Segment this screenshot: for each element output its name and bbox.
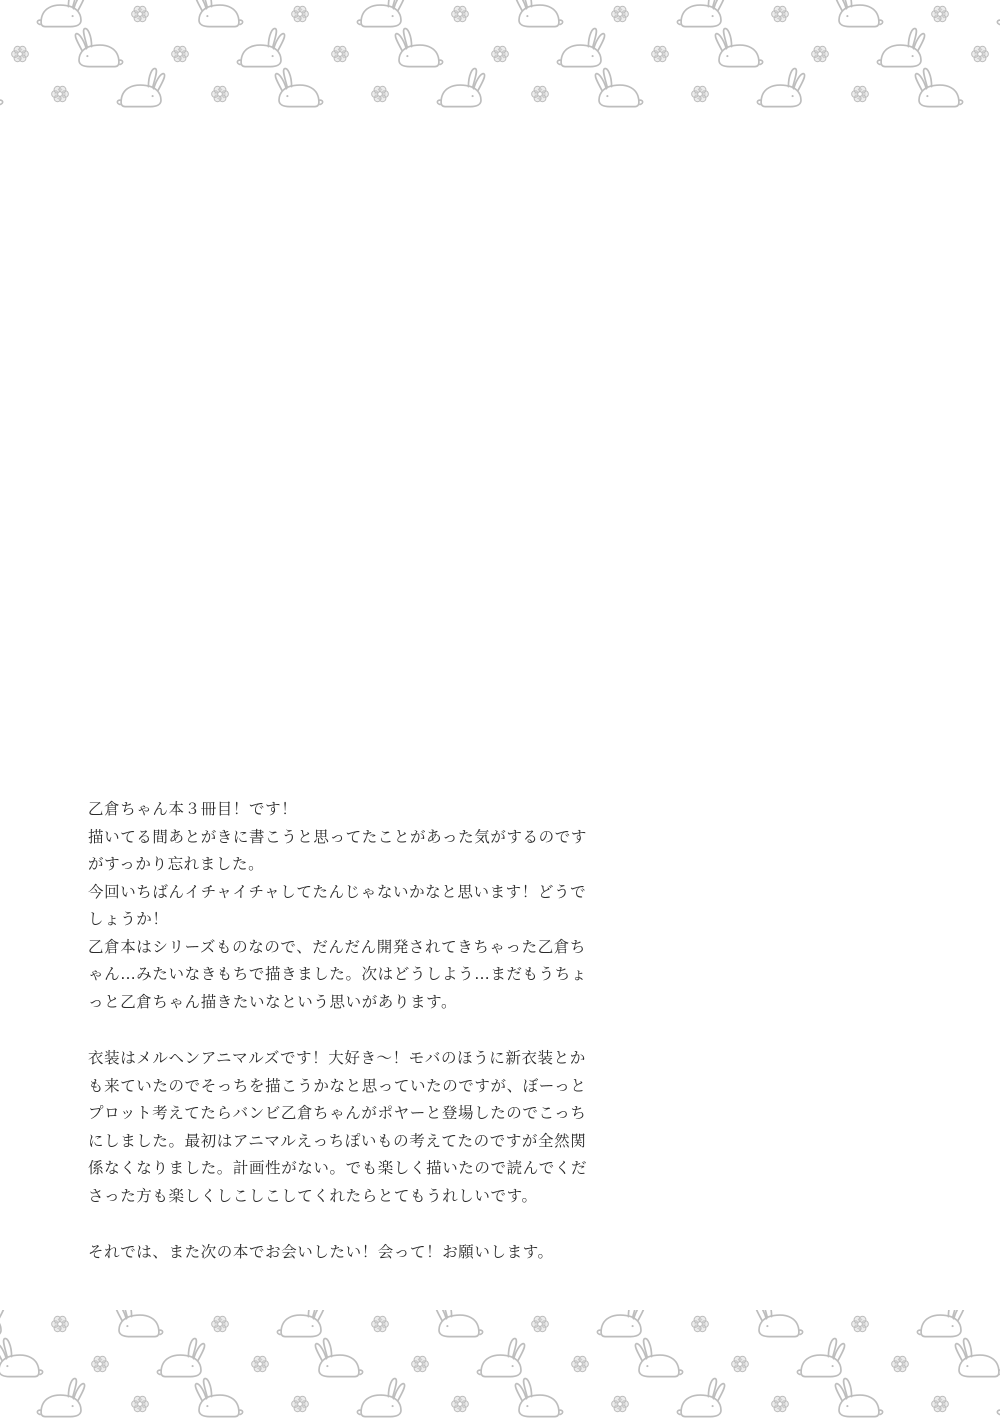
snowflake-icon [612, 1396, 629, 1411]
afterword-line: っと乙倉ちゃん描きたいなという思いがあります。 [88, 992, 458, 1011]
snowflake-icon [332, 46, 349, 61]
rabbit-icon [115, 1310, 162, 1337]
rabbit-icon [117, 68, 164, 106]
afterword-paragraph-3 [88, 1239, 648, 1267]
snowflake-icon [812, 46, 829, 61]
snowflake-icon [132, 6, 149, 21]
snowflake-icon [572, 1356, 589, 1371]
rabbit-icon [515, 0, 562, 27]
rabbit-icon [315, 1338, 362, 1376]
rabbit-icon [755, 1310, 802, 1337]
rabbit-icon [635, 1338, 682, 1376]
snowflake-icon [932, 1396, 949, 1411]
rabbit-icon [357, 0, 404, 27]
rabbit-icon [195, 1378, 242, 1416]
rabbit-icon [0, 68, 3, 106]
rabbit-icon [357, 1378, 404, 1416]
rabbit-icon [917, 1310, 964, 1337]
snowflake-icon [252, 1356, 269, 1371]
afterword-line: も来ていたのでそっちを描こうかなと思っていたのですが、ぼーっと [88, 1076, 587, 1095]
rabbit-icon [395, 28, 442, 66]
snowflake-icon [652, 46, 669, 61]
afterword-line: がすっかり忘れました。 [88, 855, 265, 873]
rabbit-icon [477, 1338, 524, 1376]
top-border-pattern-svg [0, 0, 1000, 110]
afterword-line: 今回いちばんイチャイチャしてたんじゃないかなと思います！どうで [88, 882, 587, 901]
rabbit-icon [915, 68, 962, 106]
rabbit-icon [597, 1310, 644, 1337]
rabbit-icon [677, 1378, 724, 1416]
rabbit-icon [955, 1338, 1000, 1376]
snowflake-icon [692, 86, 709, 101]
snowflake-icon [172, 46, 189, 61]
snowflake-icon [52, 1316, 69, 1331]
afterword-line: 乙倉ちゃん本３冊目！です！ [88, 800, 298, 818]
afterword-line: 描いてる間あとがきに書こうと思ってたことがあった気がするのです [88, 827, 587, 846]
rabbit-icon [277, 1310, 324, 1337]
rabbit-icon [37, 0, 84, 27]
snowflake-icon [972, 46, 989, 61]
top-border-pattern [0, 0, 1000, 110]
rabbit-icon [757, 68, 804, 106]
snowflake-icon [772, 1396, 789, 1411]
snowflake-icon [852, 86, 869, 101]
snowflake-icon [532, 86, 549, 101]
afterword-line: ゃん…みたいなきもちで描きました。次はどうしよう…まだもうちょ [88, 965, 587, 983]
afterword-paragraph-2 [88, 1045, 648, 1210]
snowflake-icon [732, 1356, 749, 1371]
snowflake-icon [212, 86, 229, 101]
rabbit-icon [797, 1338, 844, 1376]
rabbit-icon [275, 68, 322, 106]
afterword-line: 乙倉本はシリーズものなので、だんだん開発されてきちゃった乙倉ち [88, 937, 587, 956]
rabbit-icon [557, 28, 604, 66]
snowflake-icon [372, 86, 389, 101]
rabbit-icon [437, 68, 484, 106]
afterword-line: にしました。最初はアニマルえっちぽいもの考えてたのですが全然関 [88, 1131, 587, 1150]
snowflake-icon [612, 6, 629, 21]
snowflake-icon [932, 6, 949, 21]
snowflake-icon [132, 1396, 149, 1411]
rabbit-icon [715, 28, 762, 66]
rabbit-icon [237, 28, 284, 66]
snowflake-icon [892, 1356, 909, 1371]
afterword-line: 衣装はメルヘンアニマルズです！大好き〜！モバのほうに新衣装とか [88, 1049, 586, 1067]
afterword-paragraph-1 [88, 796, 648, 1016]
snowflake-icon [532, 1316, 549, 1331]
bottom-border-pattern [0, 1310, 1000, 1420]
rabbit-icon [835, 1378, 882, 1416]
rabbit-icon [0, 1338, 43, 1376]
snowflake-icon [212, 1316, 229, 1331]
snowflake-icon [492, 46, 509, 61]
rabbit-icon [677, 0, 724, 27]
rabbit-icon [435, 1310, 482, 1337]
snowflake-icon [372, 1316, 389, 1331]
afterword-line: さった方も楽しくしこしこしてくれたらとてもうれしいです。 [88, 1186, 538, 1205]
afterword-line: 係なくなりました。計画性がない。でも楽しく描いたので読んでくだ [88, 1159, 588, 1177]
snowflake-icon [412, 1356, 429, 1371]
rabbit-icon [157, 1338, 204, 1376]
snowflake-icon [92, 1356, 109, 1371]
snowflake-icon [692, 1316, 709, 1331]
rabbit-icon [595, 68, 642, 106]
snowflake-icon [12, 46, 29, 61]
rabbit-icon [37, 1378, 84, 1416]
afterword-line: しょうか！ [88, 910, 169, 928]
rabbit-icon [515, 1378, 562, 1416]
snowflake-icon [292, 1396, 309, 1411]
snowflake-icon [52, 86, 69, 101]
rabbit-icon [195, 0, 242, 27]
snowflake-icon [852, 1316, 869, 1331]
snowflake-icon [772, 6, 789, 21]
rabbit-icon [835, 0, 882, 27]
rabbit-icon [0, 1310, 5, 1337]
snowflake-icon [452, 6, 469, 21]
bottom-border-pattern-svg [0, 1310, 1000, 1420]
rabbit-icon [877, 28, 924, 66]
afterword-line: プロット考えてたらバンビ乙倉ちゃんがポヤーと登場したのでこっち [88, 1104, 587, 1122]
rabbit-icon [75, 28, 122, 66]
snowflake-icon [452, 1396, 469, 1411]
snowflake-icon [292, 6, 309, 21]
afterword-text [88, 796, 648, 1267]
afterword-line: それでは、また次の本でお会いしたい！会って！お願いします。 [88, 1243, 554, 1261]
